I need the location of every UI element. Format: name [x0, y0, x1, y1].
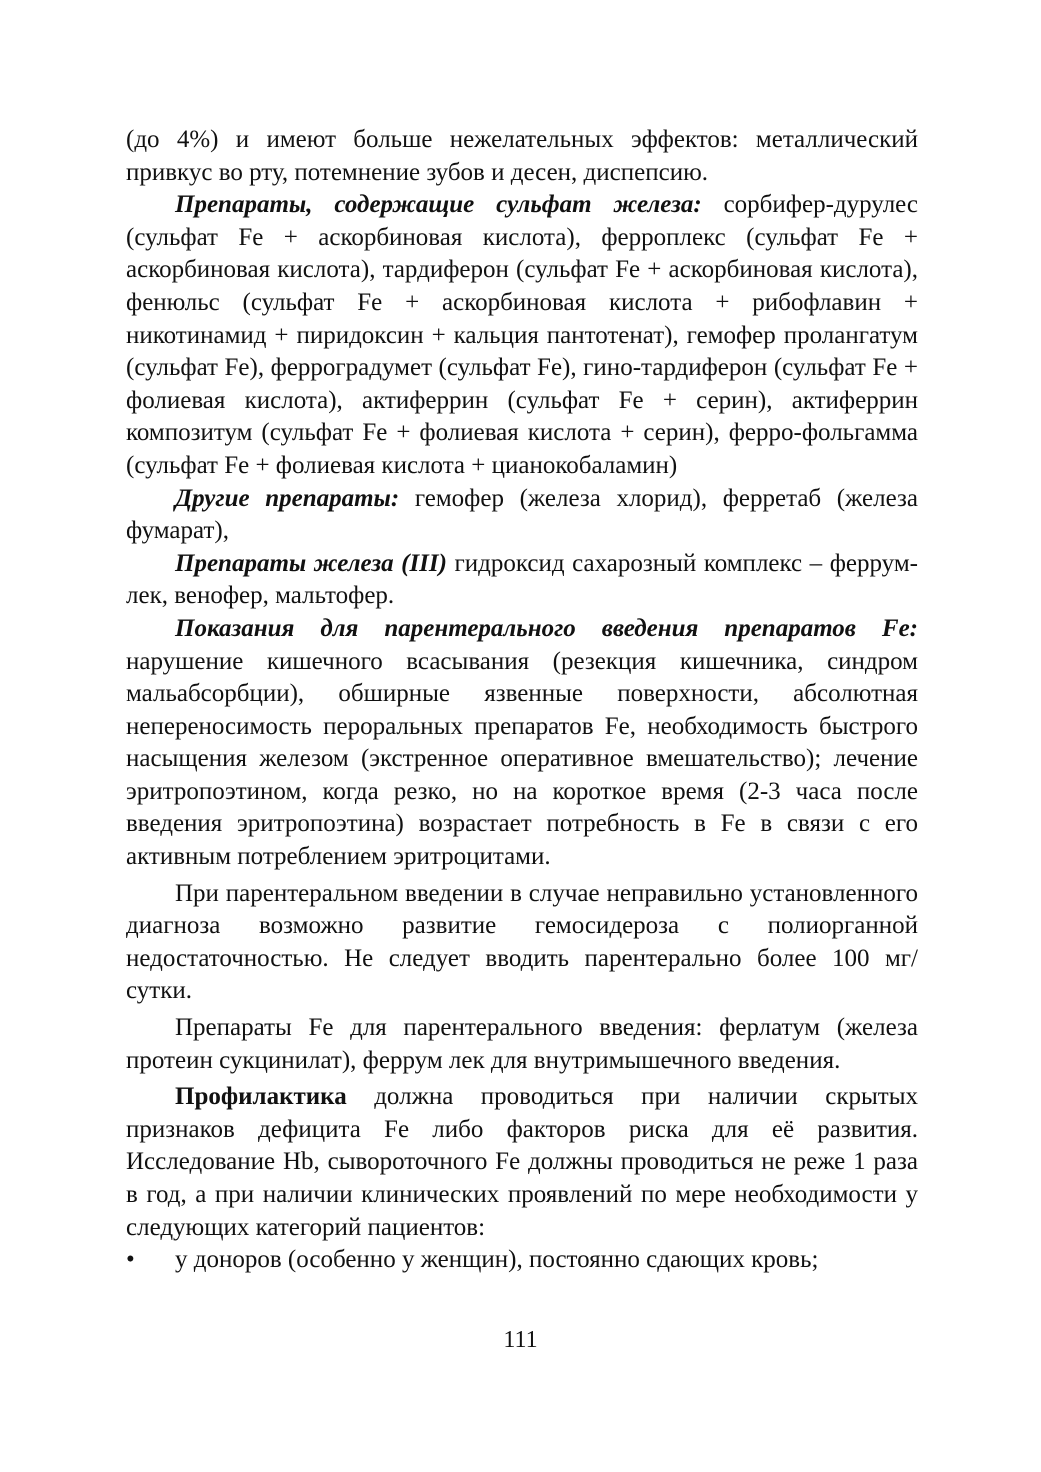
paragraph-text: Препараты Fe для парентерального введения: ферлатум (железа протеин сукцинилат), феррум лек для внутримышечного введения.: [126, 1014, 918, 1074]
paragraph-text: сорбифер-дурулес (сульфат Fe + аскорбиновая кислота), ферроплекс (сульфат Fe + аскорбиновая кислота), тардиферон (сульфат Fe + аскорбиновая кислота), фенюльс (сульфат Fe + аскорбиновая кислота + рибофлавин + никотинамид + пиридоксин + кальция пантотенат), гемофер пролангатум (сульфат Fe), ферроградумет (сульфат Fe), гино-тардиферон (сульфат Fe + фолиевая кислота), актиферрин (сульфат Fe + серин), актиферрин композитум (сульфат Fe + фолиевая кислота + серин), ферро-фольгамма (сульфат Fe + фолиевая кислота + цианокобаламин): [126, 191, 918, 479]
paragraph-heading: Другие препараты:: [175, 484, 400, 512]
paragraph-parenteral-drugs: [126, 1012, 918, 1077]
page-body: [126, 124, 918, 1277]
paragraph-heading: Препараты железа (III): [175, 549, 447, 577]
paragraph-iron-iii-drugs: [126, 548, 918, 613]
list-item: [126, 1244, 918, 1277]
paragraph-heading: Препараты, содержащие сульфат железа:: [175, 191, 702, 219]
paragraph-prophylaxis: [126, 1081, 918, 1244]
list-item-text: у доноров (особенно у женщин), постоянно сдающих кровь;: [175, 1246, 819, 1274]
paragraph-text: нарушение кишечного всасывания (резекция кишечника, синдром мальабсорбции), обширные язвенные поверхности, абсолютная непереносимость пероральных препаратов Fe, необходимость быстрого насыщения железом (экстренное оперативное вмешательство); лечение эритропоэтином, когда резко, но на короткое время (2-3 часа после введения эритропоэтина) возрастает потребность в Fe в связи с его активным потреблением эритроцитами.: [126, 647, 918, 871]
paragraph-text: При парентеральном введении в случае неправильно установленного диагноза возможно развитие гемосидероза с полиорганной недостаточностью. Не следует вводить парентерально более 100 мг/сутки.: [126, 879, 918, 1005]
paragraph-other-drugs: [126, 483, 918, 548]
patient-category-list: [126, 1244, 918, 1277]
bullet-marker: •: [126, 1246, 135, 1274]
paragraph-text: (до 4%) и имеют больше нежелательных эффектов: металлический привкус во рту, потемнение зубов и десен, диспепсию.: [126, 126, 918, 186]
paragraph-text: гемофер (железа хлорид), ферретаб (железа фумарат),: [126, 484, 918, 545]
paragraph-text: должна проводиться при наличии скрытых признаков дефицита Fe либо факторов риска для её развития. Исследование Hb, сывороточного Fe должны проводиться не реже 1 раза в год, а при наличии клинических проявлений по мере необходимости у следующих категорий пациентов:: [126, 1083, 918, 1241]
paragraph-text: гидроксид сахарозный комплекс – феррум-лек, венофер, мальтофер.: [126, 549, 918, 610]
paragraph-parenteral-indications: [126, 613, 918, 874]
paragraph-parenteral-risks: [126, 878, 918, 1008]
paragraph-heading: Показания для парентерального введения препаратов Fe:: [175, 614, 918, 642]
paragraph-side-effects: [126, 124, 918, 189]
page-number: 111: [503, 1327, 538, 1353]
paragraph-heading: Профилактика: [175, 1083, 347, 1111]
paragraph-iron-sulfate-drugs: [126, 189, 918, 482]
